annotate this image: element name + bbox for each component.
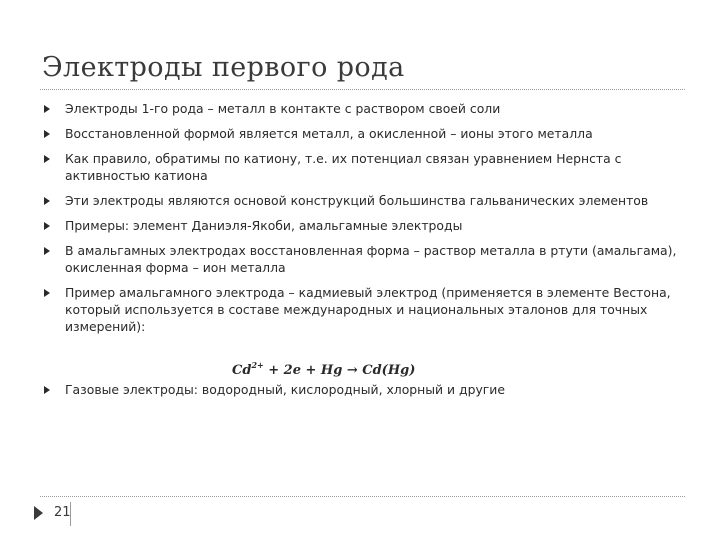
bullet-item — [44, 381, 684, 398]
formula-species: Cd — [232, 363, 252, 378]
bullet-text: Примеры: элемент Даниэля-Якоби, амальгамные электроды — [65, 218, 463, 233]
slide-title: Электроды первого рода — [42, 52, 405, 83]
bullet-arrow-icon — [44, 247, 50, 255]
footer-vertical-rule — [70, 502, 71, 526]
formula-charge: 2+ — [251, 360, 264, 370]
bullet-item — [44, 192, 684, 209]
bullet-text: Эти электроды являются основой конструкций большинства гальванических элементов — [65, 193, 649, 208]
bullet-text: Газовые электроды: водородный, кислородный, хлорный и другие — [65, 382, 505, 397]
bullet-text: Пример амальгамного электрода – кадмиевый электрод (применяется в элементе Вестона, который используется в составе международных и национальных эталонов для точных измерений): — [65, 285, 671, 334]
bullet-item — [44, 217, 684, 234]
bullet-item — [44, 284, 684, 335]
bullet-arrow-icon — [44, 155, 50, 163]
bullet-item — [44, 150, 684, 184]
bullet-arrow-icon — [44, 289, 50, 297]
bullet-text: Электроды 1-го рода – металл в контакте с раствором своей соли — [65, 101, 501, 116]
bullet-text: Как правило, обратимы по катиону, т.е. их потенциал связан уравнением Нернста с активностью катиона — [65, 151, 622, 183]
bullet-arrow-icon — [44, 386, 50, 394]
bullet-item — [44, 242, 684, 276]
bullet-arrow-icon — [44, 130, 50, 138]
bullet-text: Восстановленной формой является металл, а окисленной – ионы этого металла — [65, 126, 593, 141]
bullet-arrow-icon — [44, 222, 50, 230]
bullet-text: В амальгамных электродах восстановленная форма – раствор металла в ртути (амальгама), окисленная форма – ион металла — [65, 243, 677, 275]
formula-rest: + 2e + Hg → Cd(Hg) — [263, 363, 416, 378]
bullet-arrow-icon — [44, 197, 50, 205]
title-divider — [40, 89, 685, 90]
bullet-arrow-icon — [44, 105, 50, 113]
footer-arrow-icon — [34, 506, 43, 520]
footer-divider — [40, 496, 685, 497]
page-number: 21 — [54, 505, 71, 520]
reaction-equation — [232, 360, 415, 378]
bullet-item — [44, 100, 684, 117]
bullet-item — [44, 125, 684, 142]
bullet-list — [44, 100, 684, 398]
